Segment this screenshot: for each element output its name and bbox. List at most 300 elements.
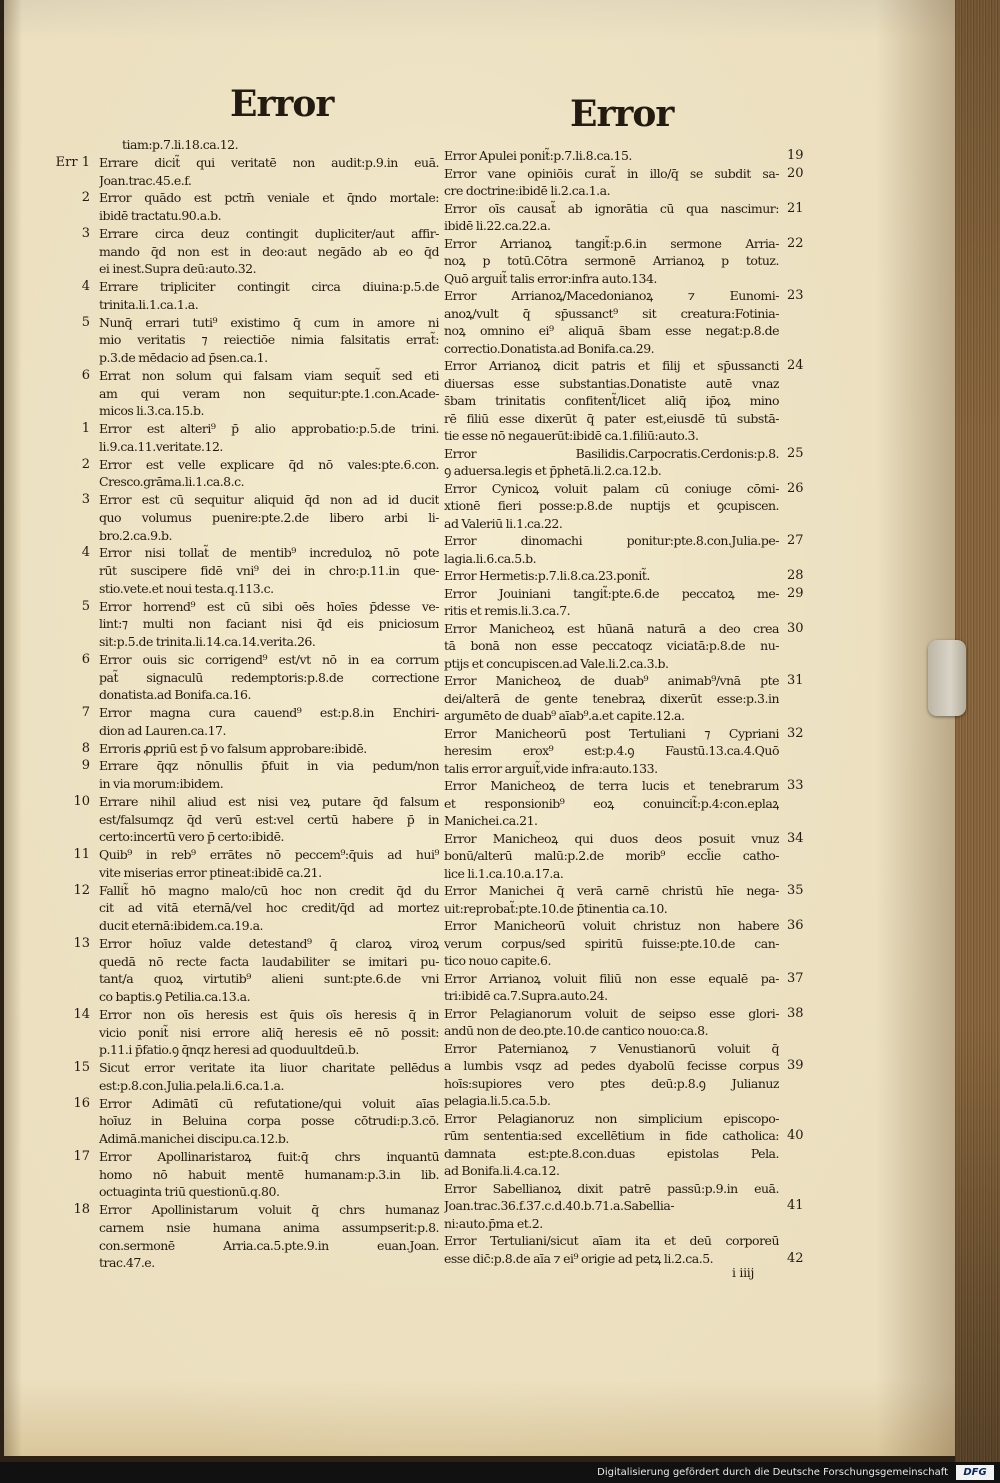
entry-text: octuaginta triū questionū.q.80.	[99, 1184, 280, 1200]
entry-text: Errare q̄qz nōnullis p̄fuit in via pedum/non	[99, 758, 439, 774]
index-entry	[73, 793, 439, 846]
index-line	[444, 462, 779, 480]
index-line	[444, 480, 804, 498]
index-line	[444, 550, 779, 568]
entry-text: est:p.8.con.Julia.pela.li.6.ca.1.a.	[99, 1077, 284, 1093]
index-line	[99, 1024, 439, 1042]
entry-number: 3	[81, 225, 90, 241]
entry-text: cre doctrine:ibidē li.2.ca.1.a.	[444, 183, 611, 198]
entry-text: Error hoīuz valde detestand⁹ q̄ claroꝝ viroꝝ	[99, 935, 439, 951]
index-entry	[444, 585, 804, 620]
index-line	[73, 846, 439, 864]
entry-text: homo nō habuit mentē humanam:p.3.in lib.	[99, 1166, 439, 1182]
entry-text: Quō arguit̃ talis error:infra auto.134.	[444, 270, 657, 286]
entry-text: heresim erox⁹ est:p.4.ꝯ Faustū.13.ca.4.Quō	[444, 743, 779, 758]
entry-text: bonū/alterū malū:p.2.de morib⁹ eccl̄ie catho-	[444, 848, 779, 863]
entry-number: 27	[787, 533, 804, 548]
entry-text: Error ouis sic corrigend⁹ est/vt nō in ea corrum	[99, 651, 439, 667]
entry-text: vite miserias error ptineat:ibidē ca.21.	[99, 864, 322, 880]
entry-number: 15	[73, 1060, 90, 1075]
running-head-right: Error	[570, 93, 674, 135]
index-line	[99, 899, 439, 917]
index-line	[81, 704, 439, 722]
entry-number: 19	[787, 148, 804, 163]
entry-text: esse dic̄:p.8.de aīa ⁊ ei⁹ origie ad petꝝ li.2.ca.5.	[444, 1250, 714, 1266]
entry-text: Joan.trac.45.e.f.	[99, 172, 192, 188]
entry-text: Error Arrianoꝝ tangit̃:p.6.in sermone Arria-	[444, 235, 779, 251]
entry-text: diuersas esse substantias.Donatiste autē vnaz	[444, 375, 779, 391]
index-line	[444, 445, 804, 463]
entry-text: Error Cynicoꝝ voluit palam cū coniuge cōmi-	[444, 480, 779, 496]
index-entry	[81, 420, 439, 456]
index-line	[81, 225, 439, 243]
entry-text: hoīs:supiores vero ptes deū:p.8.ꝯ Julianuz	[444, 1075, 779, 1091]
index-line	[81, 491, 439, 509]
index-line	[444, 270, 779, 288]
entry-number: 22	[787, 235, 804, 251]
index-line	[99, 988, 439, 1006]
index-line	[99, 473, 439, 491]
index-line	[444, 392, 779, 410]
index-entry	[444, 917, 804, 970]
index-entry	[81, 491, 439, 544]
entry-number: 20	[787, 165, 804, 181]
entry-number: 42	[787, 1250, 804, 1266]
index-line	[444, 777, 804, 795]
entry-number: 25	[787, 445, 804, 461]
index-line	[444, 1197, 804, 1215]
index-line	[99, 260, 439, 278]
index-line	[73, 1201, 439, 1219]
entry-number: 32	[787, 725, 804, 741]
index-line	[444, 620, 804, 638]
continuation-text: tiam:p.7.li.18.ca.12.	[122, 137, 239, 152]
page-gutter-shadow	[4, 0, 22, 1456]
index-line	[81, 544, 439, 562]
index-line	[81, 189, 439, 207]
index-entry	[73, 1095, 439, 1148]
signature-mark: i iiij	[732, 1265, 755, 1280]
index-line	[99, 828, 439, 846]
entry-text: Error est alteri⁹ p̄ alio approbatio:p.5.de trini.	[99, 421, 439, 436]
entry-text: a lumbis vsqz ad pedes dyabolū fecisse corpus	[444, 1058, 779, 1073]
index-line	[444, 987, 779, 1005]
entry-text: Error Arrianoꝝ dicit patris et filij et sp̄ussancti	[444, 358, 779, 373]
entry-text: certo:incertū vero p̄ certo:ibidē.	[99, 829, 285, 845]
entry-number: 34	[787, 830, 804, 846]
index-column-right	[444, 147, 804, 1267]
index-line	[444, 1092, 779, 1110]
entry-text: Errare tripliciter contingit circa diuina:p.5.de	[99, 279, 439, 294]
entry-number: 41	[787, 1198, 804, 1213]
entry-number: 33	[787, 778, 804, 793]
entry-text: p.3.de mēdacio ad p̄sen.ca.1.	[99, 350, 268, 365]
entry-text: con.sermonē Arria.ca.5.pte.9.in euan.Joan.	[99, 1237, 439, 1253]
entry-text: noꝝ p totū.Cōtra sermonē Arrianoꝝ p totuz.	[444, 253, 779, 268]
entry-number: 17	[73, 1148, 90, 1164]
entry-text: ni:auto.p̄ma et.2.	[444, 1215, 543, 1231]
entry-number: 2	[81, 190, 90, 206]
index-line	[444, 1162, 779, 1180]
index-entry	[444, 357, 804, 445]
index-line	[99, 686, 439, 704]
entry-text: Error Apollinistarum voluit q̄ chrs humanaz	[99, 1202, 439, 1217]
entry-text: rē filiū esse dixerūt q̄ pater est,eiusdē tū substā-	[444, 410, 779, 426]
index-line	[99, 1219, 439, 1237]
index-entry	[444, 970, 804, 1005]
entry-text: Error Tertuliani/sicut aīam ita et deū corporeū	[444, 1233, 779, 1248]
entry-text: ei inest.Supra deū:auto.32.	[99, 261, 257, 277]
entry-text: quedā nō recte facta laudabiliter se imitari pu-	[99, 953, 439, 969]
entry-text: Error Manicheoꝝ est hūanā naturā a deo crea	[444, 620, 779, 636]
index-line	[99, 615, 439, 633]
index-line	[99, 438, 439, 456]
entry-text: Error Manicheorū post Tertuliani ⁊ Cypriani	[444, 725, 779, 741]
index-line	[444, 1022, 779, 1040]
entry-text: ad Valeriū li.1.ca.22.	[444, 515, 563, 531]
index-line	[444, 637, 779, 655]
page-edge-shadow	[876, 0, 956, 1456]
index-entry	[444, 200, 804, 235]
index-entry	[81, 314, 439, 367]
index-line	[81, 367, 439, 385]
index-line	[99, 970, 439, 988]
entry-text: sit:p.5.de trinita.li.14.ca.14.verita.26.	[99, 634, 316, 649]
entry-text: Error est cū sequitur aliquid q̄d non ad id ducit	[99, 492, 439, 507]
index-line	[444, 515, 779, 533]
index-entry	[81, 757, 439, 793]
index-line	[444, 235, 804, 253]
entry-number: 29	[787, 585, 804, 601]
index-line	[444, 655, 779, 673]
index-line	[99, 775, 439, 793]
entry-number: 35	[787, 883, 804, 898]
entry-text: lice li.1.ca.10.a.17.a.	[444, 865, 564, 881]
entry-text: uit:reprobat̃:pte.10.de p̄tinentia ca.10.	[444, 900, 668, 916]
entry-text: Error nisi tollat̃ de mentib⁹ increduloꝝ nō pote	[99, 545, 439, 561]
bookmark-tab	[928, 640, 966, 716]
index-line	[444, 707, 779, 725]
entry-text: Error Manicheoꝝ de terra lucis et tenebrarum	[444, 778, 779, 793]
index-line	[81, 598, 439, 616]
index-line	[99, 243, 439, 261]
entry-text: stio.vete.et noui testa.q.113.c.	[99, 580, 274, 596]
index-line	[444, 970, 804, 988]
index-line	[81, 651, 439, 669]
index-entry	[55, 154, 439, 190]
entry-text: tri:ibidē ca.7.Supra.auto.24.	[444, 988, 608, 1003]
index-entry	[444, 147, 804, 165]
entry-number: 4	[81, 279, 90, 294]
index-line	[73, 793, 439, 811]
index-line	[444, 322, 779, 340]
entry-text: Errare dicit̃ qui veritatē non audit:p.9.in euā.	[99, 154, 439, 170]
dfg-logo: DFG	[956, 1465, 994, 1480]
index-entry	[444, 235, 804, 288]
entry-text: Error Hermetis:p.7.li.8.ca.23.ponit̃.	[444, 568, 650, 583]
entry-text: Error Apulei ponit̃:p.7.li.8.ca.15.	[444, 148, 632, 163]
index-line	[444, 672, 804, 690]
entry-text: rūt suscipere fidē vni⁹ dei in chro:p.11.in que-	[99, 563, 439, 578]
entry-number: 16	[73, 1095, 90, 1111]
entry-number: 24	[787, 358, 804, 373]
index-entry	[81, 651, 439, 704]
index-entry	[444, 672, 804, 725]
index-entry	[73, 882, 439, 935]
entry-number: Err 1	[55, 154, 90, 170]
running-head-left: Error	[230, 83, 334, 125]
index-line	[444, 147, 804, 165]
index-line	[444, 760, 779, 778]
index-line	[444, 1215, 779, 1233]
index-entry	[444, 882, 804, 917]
entry-number: 26	[787, 480, 804, 496]
entry-text: andū non de deo.pte.10.de cantico nouo:ca.8.	[444, 1023, 709, 1038]
index-entry	[444, 445, 804, 480]
index-entry	[81, 225, 439, 278]
index-line	[444, 602, 779, 620]
index-line	[81, 740, 439, 758]
index-line	[81, 757, 439, 775]
entry-text: Error Jouiniani tangit̃:pte.6.de peccatoꝝ me-	[444, 585, 779, 601]
entry-number: 30	[787, 620, 804, 636]
entry-text: in via morum:ibidem.	[99, 776, 224, 791]
entry-text: Fallit̃ hō magno malo/cū hoc non credit q̄d du	[99, 882, 439, 898]
index-line	[444, 567, 804, 585]
index-line	[444, 1232, 779, 1250]
entry-text: ducit eternā:ibidem.ca.19.a.	[99, 918, 264, 933]
index-line	[99, 1130, 439, 1148]
entry-text: rūm sententia:sed excellētium in fide catholica:	[444, 1128, 779, 1143]
index-line	[73, 1148, 439, 1166]
entry-text: s̄bam trinitatis confitent̃/licet aliq̄ ip̄oꝝ mino	[444, 393, 779, 408]
entry-text: lagia.li.6.ca.5.b.	[444, 550, 537, 566]
index-line	[444, 795, 779, 813]
entry-text: Error horrend⁹ est cū sibi oēs hoīes p̄desse ve-	[99, 598, 439, 614]
footer-bar	[0, 1462, 1000, 1483]
index-line	[444, 830, 804, 848]
entry-text: correctio.Donatista.ad Bonifa.ca.29.	[444, 340, 655, 356]
index-line	[444, 690, 779, 708]
index-entry	[73, 1201, 439, 1272]
entry-number: 4	[81, 545, 90, 561]
index-line	[444, 900, 779, 918]
entry-text: quo volumus puenire:pte.2.de libero arbi li-	[99, 509, 439, 525]
entry-text: dei/alterā de gente tenebraꝝ dixerūt esse:p.3.in	[444, 690, 779, 706]
index-line	[444, 917, 804, 935]
index-entry	[81, 740, 439, 758]
index-entry	[81, 544, 439, 597]
entry-text: Error Manichei q̄ verā carnē christū hīe nega-	[444, 883, 779, 898]
index-entry	[444, 1180, 804, 1233]
entry-text: Error Sabellianoꝝ dixit patrē passū:p.9.in euā.	[444, 1180, 779, 1196]
index-entry	[444, 567, 804, 585]
entry-number: 10	[73, 793, 90, 809]
index-line	[444, 217, 779, 235]
entry-text: ritis et remis.li.3.ca.7.	[444, 603, 571, 618]
entry-number: 38	[787, 1005, 804, 1021]
entry-text: Nunq̄ errari tuti⁹ existimo q̄ cum in amore ni	[99, 314, 439, 330]
index-line	[444, 742, 779, 760]
index-line	[444, 812, 779, 830]
entry-text: et responsionib⁹ eoꝝ conuincit̃:p.4:con.eplaꝝ	[444, 795, 779, 811]
index-entry	[81, 456, 439, 492]
index-line	[99, 1041, 439, 1059]
index-line	[444, 410, 779, 428]
index-line	[444, 340, 779, 358]
index-line	[444, 1075, 779, 1093]
entry-text: xtionē fieri posse:p.8.de nuptijs et ꝯcupiscen.	[444, 498, 779, 513]
index-entry	[73, 935, 439, 1006]
index-line	[444, 1057, 804, 1075]
index-line	[444, 882, 804, 900]
entry-text: Error Apollinaristaroꝝ fuit:q̄ chrs inquantū	[99, 1148, 439, 1164]
index-entry	[444, 1040, 804, 1110]
entry-number: 2	[81, 456, 90, 472]
entry-text: talis error arguit̃,vide infra:auto.133.	[444, 760, 658, 776]
entry-number: 9	[81, 758, 90, 774]
entry-text: Error dinomachi ponitur:pte.8.con.Julia.pe-	[444, 533, 779, 548]
entry-text: Error Manicheorū voluit christuz non habere	[444, 918, 779, 933]
index-entry	[81, 704, 439, 740]
entry-text: Error Arrianoꝝ voluit filiū non esse equalē pa-	[444, 970, 779, 986]
index-line	[99, 331, 439, 349]
index-line	[99, 917, 439, 935]
entry-text: micos li.3.ca.15.b.	[99, 403, 204, 419]
index-line	[444, 1005, 804, 1023]
index-entry	[444, 725, 804, 778]
index-line	[444, 847, 779, 865]
index-entry	[444, 480, 804, 533]
index-entry	[444, 1232, 804, 1267]
entry-text: trac.47.e.	[99, 1255, 155, 1271]
index-line	[73, 1006, 439, 1024]
index-line	[99, 633, 439, 651]
entry-text: Sicut error veritate ita liuor charitate pellēdus	[99, 1060, 439, 1075]
index-line	[99, 385, 439, 403]
index-line	[99, 1183, 439, 1201]
index-line	[73, 1059, 439, 1077]
entry-text: damnata est:pte.8.con.duas epistolas Pela.	[444, 1145, 779, 1161]
index-entry	[444, 830, 804, 883]
index-line	[99, 1237, 439, 1255]
index-line	[81, 420, 439, 438]
index-line	[444, 1110, 779, 1128]
index-line	[99, 402, 439, 420]
entry-text: Errat non solum qui falsam viam sequit̃ sed eti	[99, 367, 439, 383]
entry-text: pelagia.li.5.ca.5.b.	[444, 1093, 551, 1108]
entry-number: 6	[81, 367, 90, 383]
index-line	[99, 1254, 439, 1272]
index-line	[444, 375, 779, 393]
index-entry	[444, 1110, 804, 1180]
index-entry	[444, 532, 804, 567]
index-line	[99, 1077, 439, 1095]
entry-text: tant/a quoꝝ virtutib⁹ alieni sunt:pte.6.de vni	[99, 971, 439, 987]
entry-text: Adimā.manichei discipu.ca.12.b.	[99, 1131, 289, 1146]
entry-number: 13	[73, 935, 90, 951]
index-entry	[444, 777, 804, 830]
entry-text: Error Arrianoꝝ/Macedonianoꝝ ⁊ Eunomi-	[444, 288, 779, 303]
entry-text: Error Adimātī cū refutatione/qui voluit aīas	[99, 1095, 439, 1111]
index-line	[99, 722, 439, 740]
entry-number: 23	[787, 288, 804, 303]
entry-number: 5	[81, 314, 90, 330]
entry-number: 8	[81, 740, 90, 756]
index-entry	[81, 278, 439, 314]
index-line	[73, 1095, 439, 1113]
index-entry	[81, 189, 439, 225]
index-line	[99, 207, 439, 225]
index-entry	[73, 1006, 439, 1059]
index-entry	[444, 165, 804, 200]
index-entry	[73, 846, 439, 882]
entry-text: mando q̄d non est in deo:aut negādo ab eo q̄d	[99, 243, 439, 259]
entry-text: Error Paternianoꝝ ⁊ Venustianorū voluit q̄	[444, 1040, 779, 1056]
index-line	[99, 1112, 439, 1130]
entry-text: est/falsumqz q̄d verū est:vel certū habere p̄ in	[99, 811, 439, 827]
entry-text: Error est velle explicare q̄d nō vales:pte.6.con.	[99, 456, 439, 472]
book-fore-edge	[955, 0, 1000, 1462]
index-line	[444, 427, 779, 445]
entry-text: ibidē li.22.ca.22.a.	[444, 218, 551, 233]
entry-text: Quib⁹ in reb⁹ errātes nō peccem⁹:q̄uis ad hui⁹	[99, 847, 439, 862]
entry-text: ibidē tractatu.90.a.b.	[99, 208, 222, 223]
entry-text: Errare nihil aliud est nisi veꝝ putare q̄d falsum	[99, 793, 439, 809]
index-line	[444, 165, 804, 183]
index-line	[99, 296, 439, 314]
entry-number: 36	[787, 918, 804, 933]
continuation-line	[99, 136, 439, 154]
entry-text: co baptis.ꝯ Petilia.ca.13.a.	[99, 989, 251, 1004]
entry-text: Erroris ꝓpriū est p̄ vo falsum approbare:ibidē.	[99, 740, 367, 756]
index-entry	[81, 598, 439, 651]
entry-text: anoꝝ/vult q̄ sp̄ussanct⁹ sit creatura:Fotinia-	[444, 305, 779, 321]
entry-text: vicio ponit̃ nisi errore aliq̄ heresis eē nō possit:	[99, 1024, 439, 1040]
index-line	[444, 252, 779, 270]
index-line	[444, 182, 779, 200]
index-line	[444, 952, 779, 970]
index-entry	[444, 287, 804, 357]
index-line	[444, 200, 804, 218]
index-entry	[81, 367, 439, 420]
entry-text: lint:⁊ multi non faciant nisi q̄d eis pniciosum	[99, 616, 439, 632]
index-line	[99, 509, 439, 527]
entry-number: 18	[73, 1202, 90, 1217]
index-line	[444, 1040, 779, 1058]
entry-number: 12	[73, 882, 90, 898]
index-line	[444, 1145, 779, 1163]
index-line	[55, 154, 439, 172]
index-line	[99, 1166, 439, 1184]
entry-number: 31	[787, 673, 804, 688]
entry-number: 28	[787, 568, 804, 583]
index-line	[444, 287, 804, 305]
entry-number: 1	[81, 421, 90, 436]
entry-text: Error Manicheoꝝ qui duos deos posuit vnuz	[444, 830, 779, 846]
footer-text: Digitalisierung gefördert durch die Deutsche Forschungsgemeinschaft	[597, 1467, 948, 1478]
index-line	[444, 305, 779, 323]
entry-text: bro.2.ca.9.b.	[99, 527, 173, 543]
entry-text: donatista.ad Bonifa.ca.16.	[99, 687, 251, 703]
index-line	[444, 1250, 804, 1268]
index-line	[81, 314, 439, 332]
entry-number: 39	[787, 1058, 804, 1073]
index-entry	[73, 1059, 439, 1095]
entry-text: pat̃ signaculū redemptoris:p.8.de correctione	[99, 669, 439, 685]
index-entry	[444, 620, 804, 673]
index-line	[99, 172, 439, 190]
